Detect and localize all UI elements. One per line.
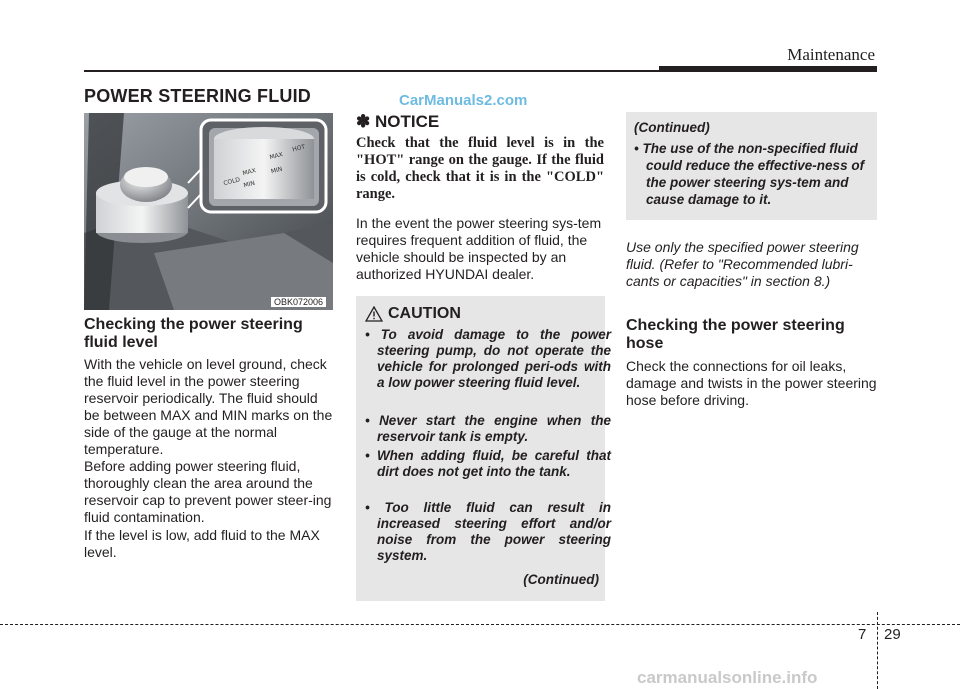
caution-item: • To avoid damage to the power steering pump, do not operate the vehicle for prolonged peri-ods with a low power steering fluid level. (365, 327, 611, 390)
paragraph: Before adding power steering fluid, thoroughly clean the area around the reservoir cap to prevent power steer-ing fluid contamination. (84, 458, 332, 525)
gauge-label: MIN (270, 165, 284, 176)
caution-item-text: Too little fluid can result in increased steering effort and/or noise from the power steering system. (377, 500, 611, 563)
continued-item-text: The use of the non-specified fluid could reduce the effective-ness of the power steering sys-tem and cause damage to it. (642, 141, 865, 207)
header-rule (84, 70, 659, 72)
photo-code: OBK072006 (271, 297, 326, 307)
warning-triangle-icon (365, 306, 383, 322)
gauge-label: MIN (242, 179, 256, 190)
notice-icon: ✽ (356, 112, 371, 131)
notice-body: In the event the power steering sys-tem requires frequent addition of fluid, the vehicle should be inspected by an authorized HYUNDAI dealer. (356, 215, 602, 282)
watermark-carmanuals: CarManuals2.com (399, 92, 528, 109)
caution-item: • When adding fluid, be careful that dirt does not get into the tank. (365, 448, 611, 479)
header-rule-accent (659, 66, 877, 72)
paragraph: With the vehicle on level ground, check the fluid level in the power steering reservoir periodically. The fluid should be between MAX and MIN marks on the side of the gauge at the normal temperature. (84, 356, 333, 457)
notice-heading (356, 112, 439, 132)
specified-fluid-note: Use only the specified power steering fluid. (Refer to "Recommended lubri-cants or capacities" in section 8.) (626, 239, 859, 289)
hose-body: Check the connections for oil leaks, damage and twists in the power steering hose before driving. (626, 358, 877, 408)
gauge-label: MAX (268, 151, 284, 162)
notice-text: Check that the fluid level is in the "HOT" range on the gauge. If the fluid is cold, check that it is in the "COLD" range. (356, 135, 604, 202)
paragraph: If the level is low, add fluid to the MAX level. (84, 527, 320, 560)
fluid-level-heading: Checking the power steering fluid level (84, 316, 303, 351)
section-label: Maintenance (787, 45, 875, 64)
caution-item: • Never start the engine when the reservoir tank is empty. (365, 413, 611, 444)
caution-title: CAUTION (388, 305, 461, 322)
watermark-footer: carmanualsonline.info (637, 668, 818, 687)
footer-rule (0, 624, 960, 625)
notice-title: NOTICE (374, 112, 440, 131)
continued-label: (Continued) (634, 120, 710, 135)
reservoir-photo (84, 113, 333, 310)
page-number: 29 (884, 626, 901, 643)
footer-divider (877, 612, 878, 689)
caution-continued: (Continued) (523, 572, 599, 587)
caution-item-text: When adding fluid, be careful that dirt does not get into the tank. (376, 448, 611, 479)
reservoir-illustration (84, 113, 333, 310)
caution-item-text: Never start the engine when the reservoir tank is empty. (377, 413, 611, 444)
chapter-number: 7 (858, 626, 867, 643)
gauge-label: COLD (222, 176, 241, 188)
gauge-label: HOT (291, 143, 306, 154)
caution-item: • Too little fluid can result in increased steering effort and/or noise from the power steering system. (365, 500, 611, 563)
continued-item: • The use of the non-specified fluid could reduce the effective-ness of the power steering sys-tem and cause damage to it. (634, 141, 865, 207)
hose-heading: Checking the power steering hose (626, 317, 845, 352)
page-title: POWER STEERING FLUID (84, 86, 312, 106)
gauge-label: MAX (241, 167, 257, 178)
caution-item-text: To avoid damage to the power steering pump, do not operate the vehicle for prolonged peri-ods with a low power steering fluid level. (377, 327, 611, 390)
